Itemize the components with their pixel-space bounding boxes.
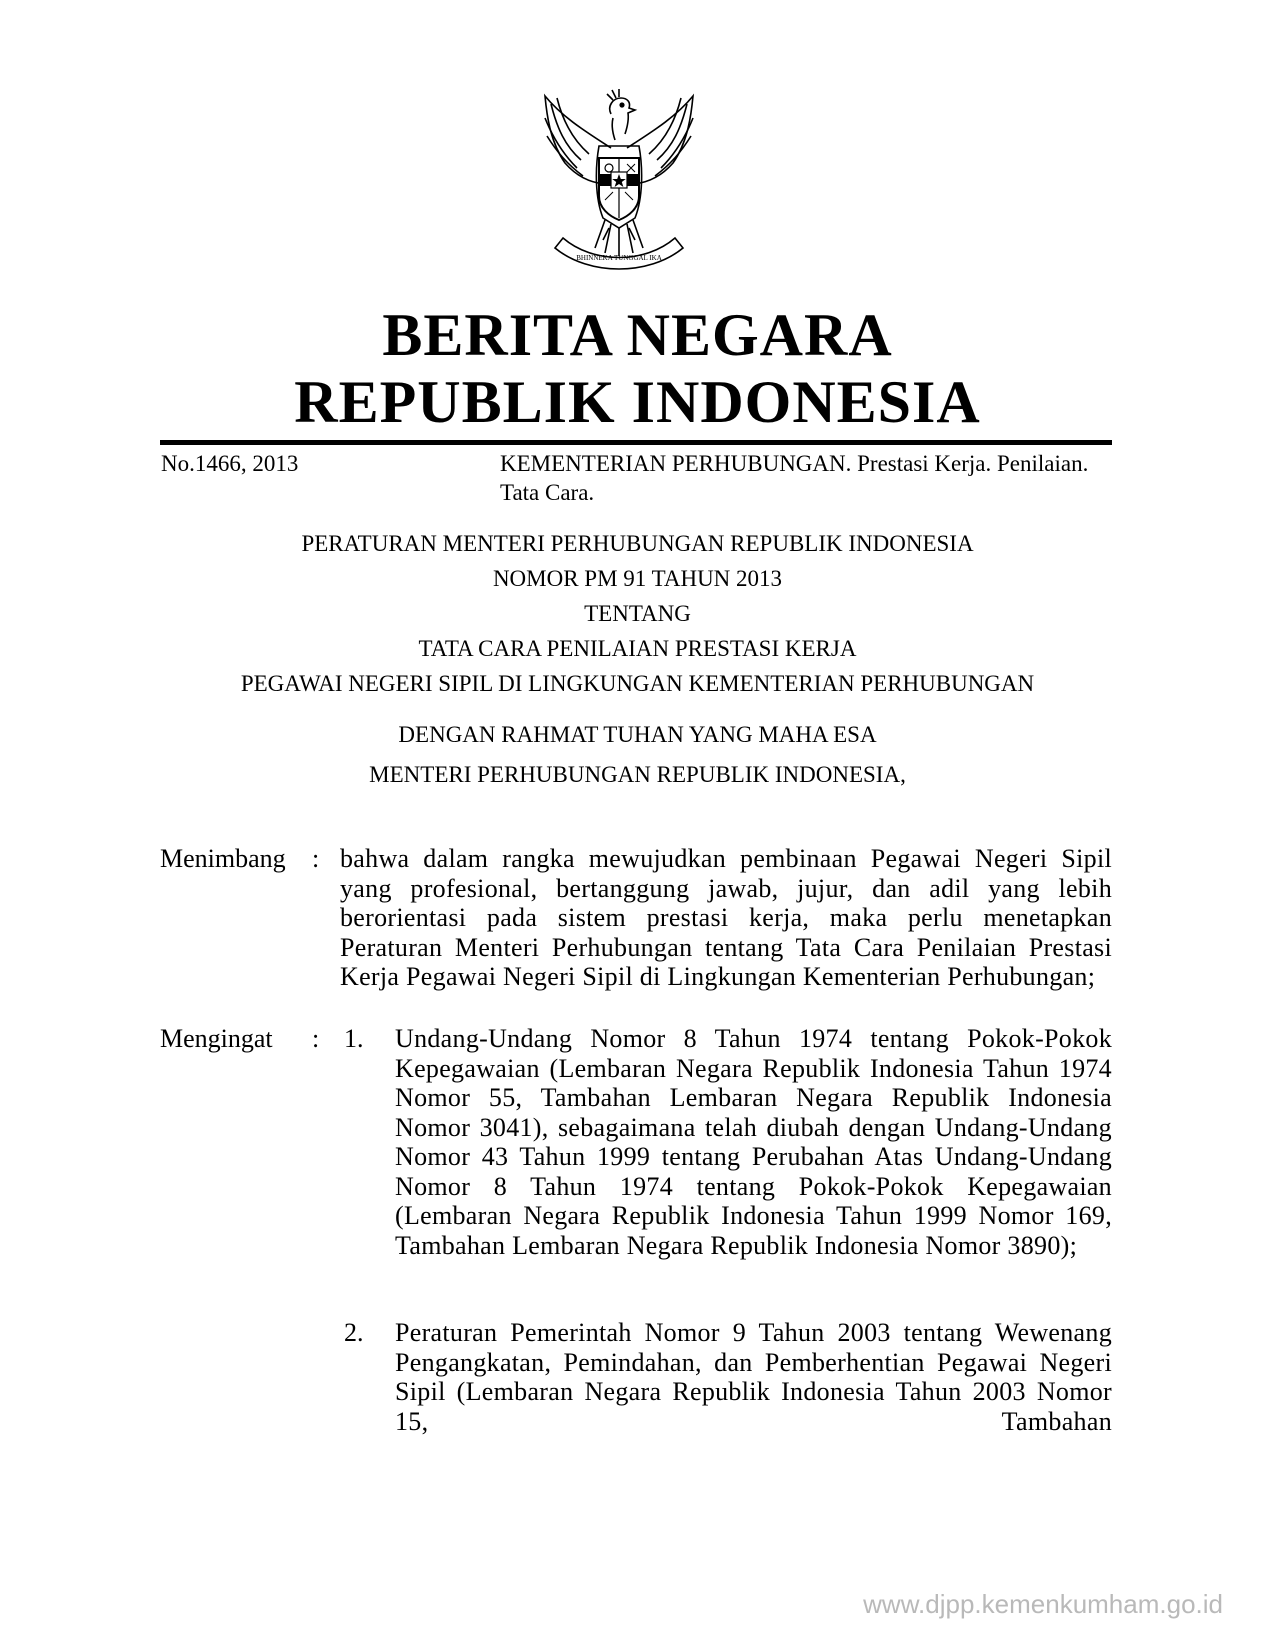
title-line: PEGAWAI NEGERI SIPIL DI LINGKUNGAN KEMENTERIAN PERHUBUNGAN [240, 671, 1035, 696]
preamble-line: DENGAN RAHMAT TUHAN YANG MAHA ESA [398, 722, 877, 747]
mengingat-colon: : [312, 1024, 320, 1053]
mengingat-item-text: Undang-Undang Nomor 8 Tahun 1974 tentang Pokok-Pokok Kepegawaian (Lembaran Negara Republik Indonesia Tahun 1974 Nomor 55, Tambahan Lembaran Negara Republik Indonesia Nomor 3041), sebagaimana telah diubah dengan Undang-Undang Nomor 43 Tahun 1999 tentang Perubahan Atas Undang-Undang Nomor 8 Tahun 1974 tentang Pokok-Pokok Kepegawaian (Lembaran Negara Republik Indonesia Tahun 1999 Nomor 169, Tambahan Lembaran Negara Republik Indonesia Nomor 3890); [395, 1024, 1112, 1260]
mengingat-item-number: 1. [344, 1024, 364, 1053]
masthead-subtitle: REPUBLIK INDONESIA [294, 369, 981, 435]
mengingat-item-text: Peraturan Pemerintah Nomor 9 Tahun 2003 tentang Wewenang Pengangkatan, Pemindahan, dan Pemberhentian Pegawai Negeri Sipil (Lembaran Negara Republik Indonesia Tahun 2003 Nomor 15, Tambahan [395, 1318, 1112, 1436]
masthead-rule [160, 440, 1112, 445]
emblem-motto: BHINNEKA TUNGGAL IKA [576, 254, 662, 262]
website-watermark: www.djpp.kemenkumham.go.id [863, 1589, 1223, 1619]
masthead-title: BERITA NEGARA [382, 302, 893, 368]
title-line: TATA CARA PENILAIAN PRESTASI KERJA [418, 636, 857, 661]
edition-subject: KEMENTERIAN PERHUBUNGAN. Prestasi Kerja. Penilaian. Tata Cara. [500, 451, 1089, 505]
menimbang-colon: : [312, 844, 320, 873]
menimbang-text: bahwa dalam rangka mewujudkan pembinaan Pegawai Negeri Sipil yang profesional, bertanggung jawab, jujur, dan adil yang lebih berorientasi pada sistem prestasi kerja, maka perlu menetapkan Peraturan Menteri Perhubungan tentang Tata Cara Penilaian Prestasi Kerja Pegawai Negeri Sipil di Lingkungan Kementerian Perhubungan; [340, 844, 1112, 991]
mengingat-label: Mengingat [160, 1024, 273, 1053]
garuda-pancasila-emblem [533, 88, 705, 278]
title-line: TENTANG [584, 601, 691, 626]
title-line: NOMOR PM 91 TAHUN 2013 [492, 566, 783, 591]
mengingat-item-number: 2. [344, 1318, 364, 1347]
title-line: PERATURAN MENTERI PERHUBUNGAN REPUBLIK INDONESIA [301, 531, 974, 556]
menimbang-label: Menimbang [160, 844, 286, 873]
edition-number: No.1466, 2013 [161, 451, 299, 476]
preamble-line: MENTERI PERHUBUNGAN REPUBLIK INDONESIA, [369, 762, 906, 787]
